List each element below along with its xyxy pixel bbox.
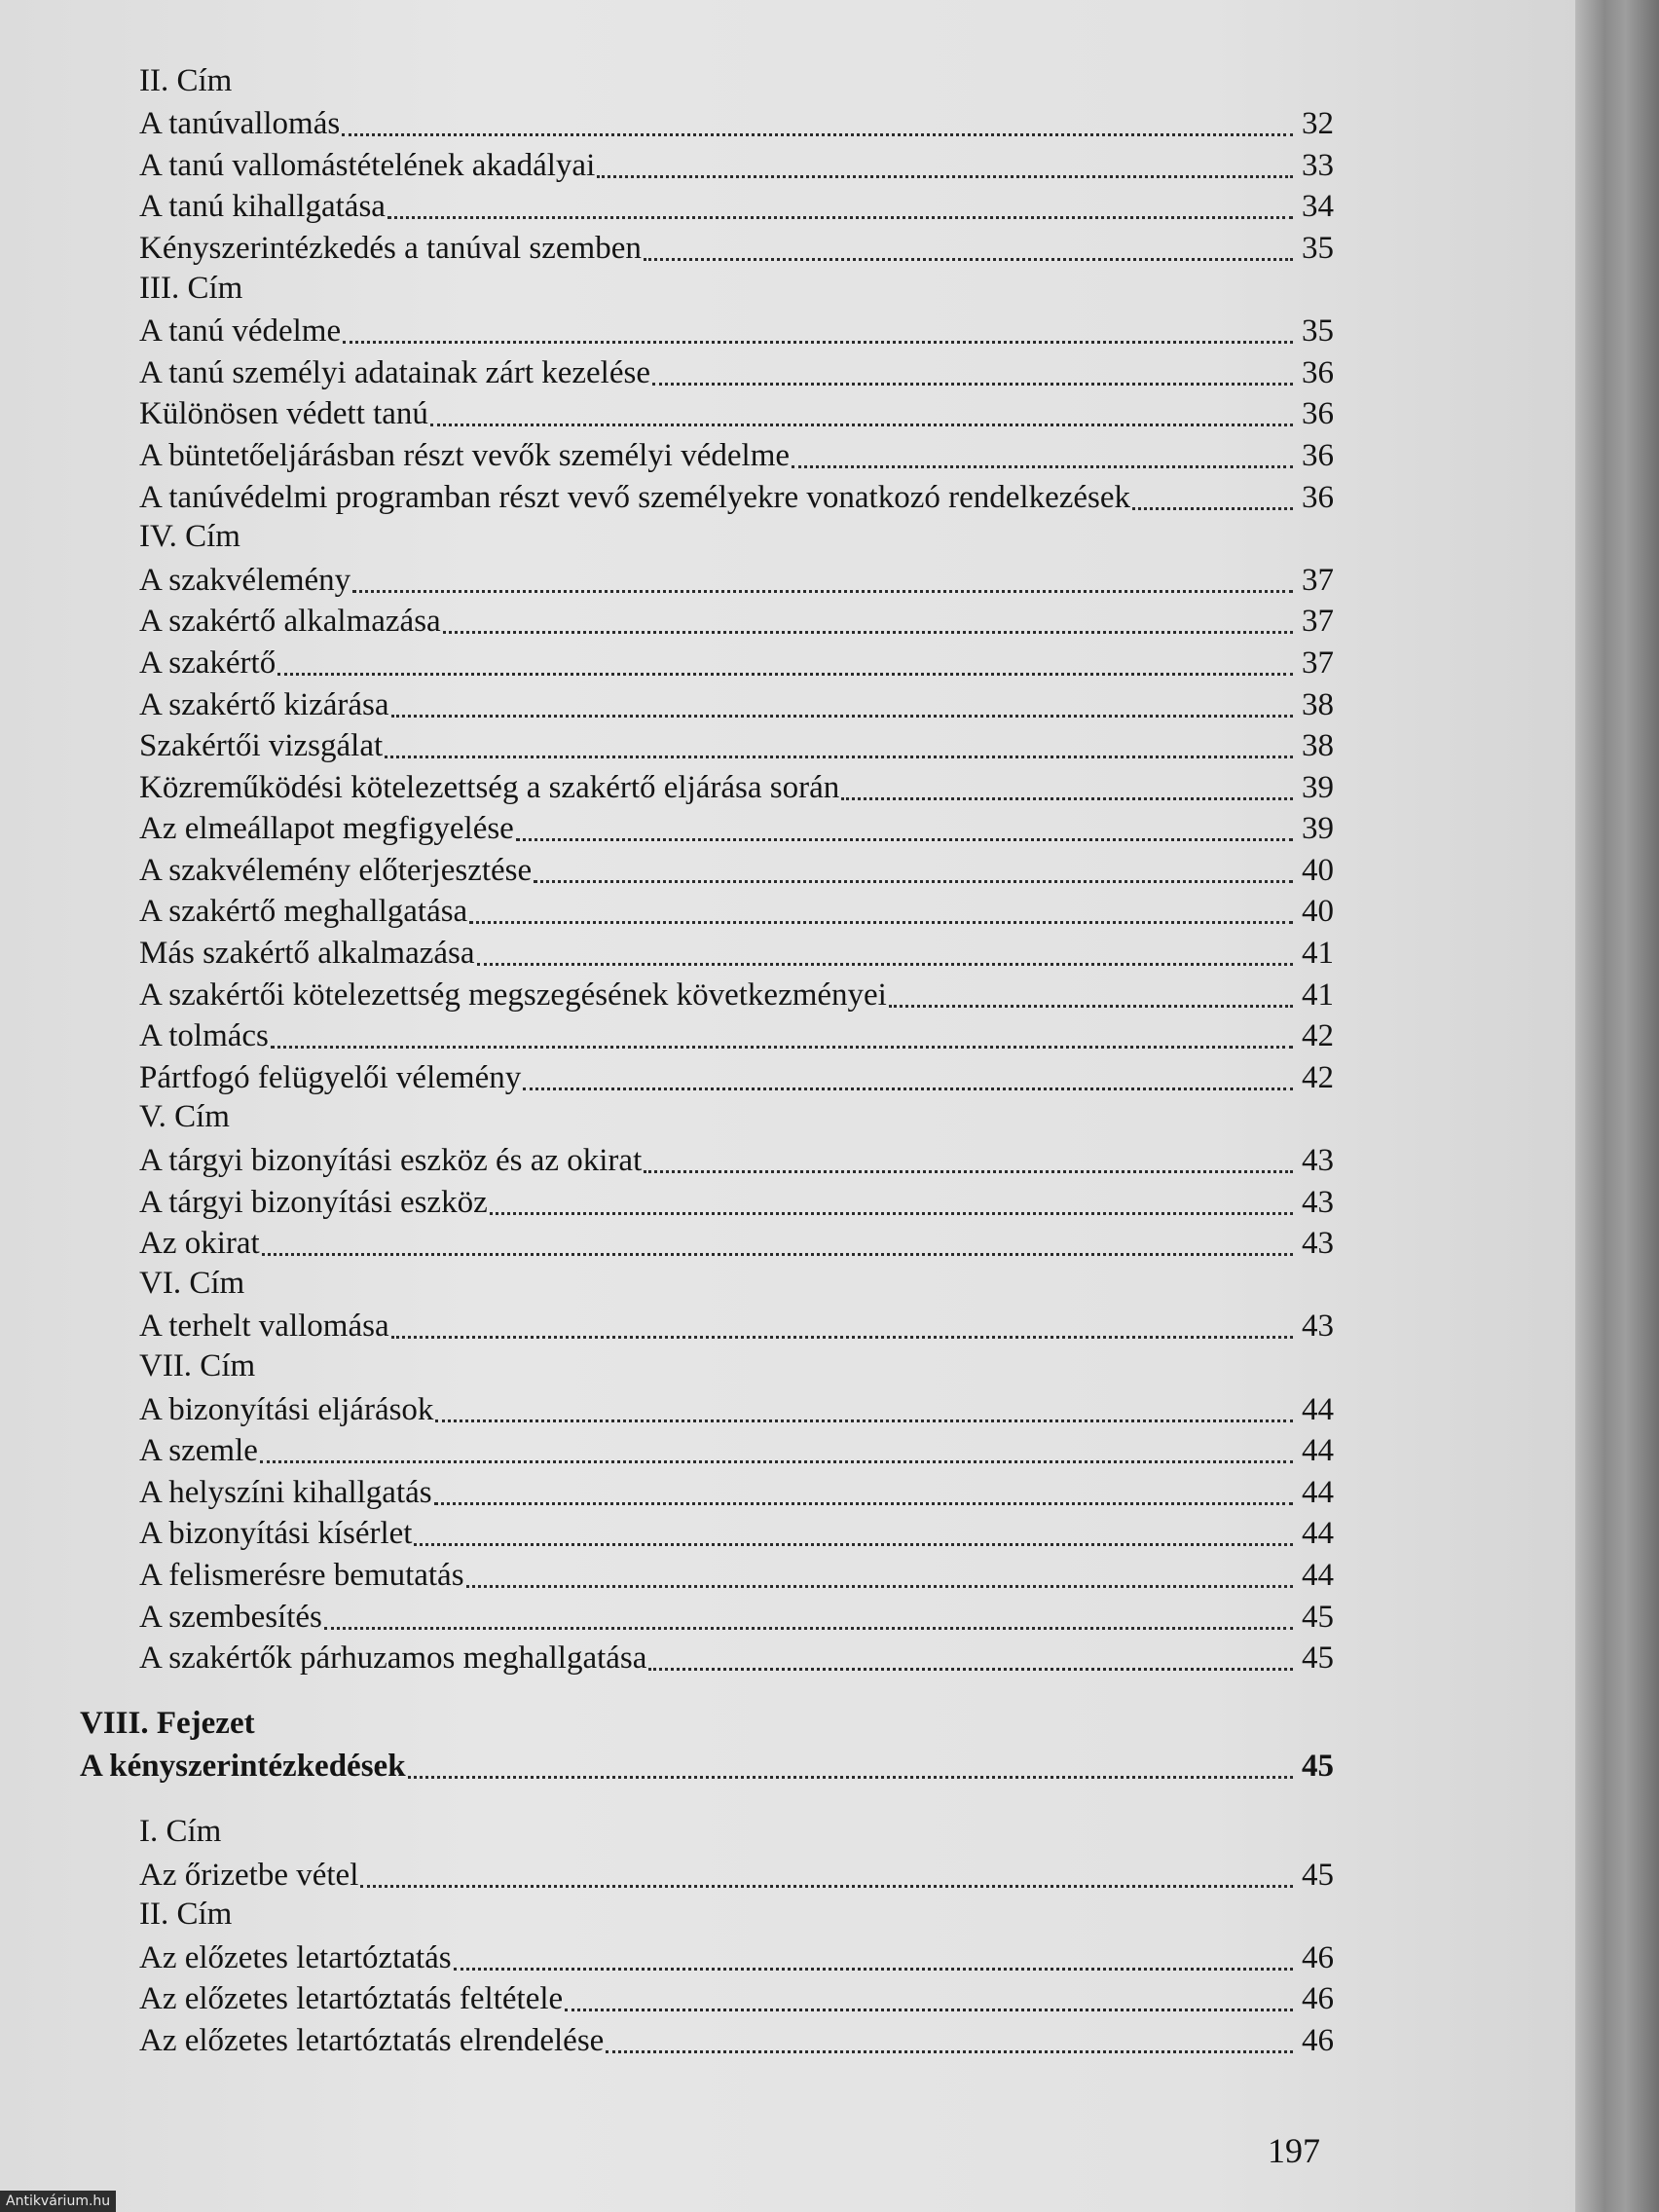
heading-text: II. Cím xyxy=(139,1897,233,1933)
toc-entry xyxy=(0,1595,1334,1637)
entry-title: A kényszerintézkedések xyxy=(80,1749,406,1785)
entry-page-number: 36 xyxy=(1302,479,1334,515)
dot-leader xyxy=(430,424,1293,426)
dot-leader xyxy=(260,1460,1293,1463)
entry-page-number: 35 xyxy=(1302,230,1334,266)
dot-leader xyxy=(391,1336,1293,1339)
dot-leader xyxy=(648,1668,1293,1671)
entry-title: A tanú kihallgatása xyxy=(139,189,386,225)
entry-title: Különösen védett tanú xyxy=(139,396,428,432)
entry-page-number: 43 xyxy=(1302,1309,1334,1345)
toc-entry xyxy=(0,641,1334,682)
toc-entry xyxy=(0,1180,1334,1222)
section-heading xyxy=(0,1895,1334,1936)
dot-leader xyxy=(477,963,1293,966)
toc-entry xyxy=(0,433,1334,475)
heading-text: VII. Cím xyxy=(139,1348,256,1383)
section-heading xyxy=(0,1811,1334,1853)
toc-entry xyxy=(0,350,1334,392)
entry-page-number: 46 xyxy=(1302,1981,1334,2017)
entry-page-number: 45 xyxy=(1302,1599,1334,1635)
toc-entry xyxy=(0,973,1334,1014)
section-heading xyxy=(0,1097,1334,1139)
entry-title: A szakértői kötelezettség megszegésének következményei xyxy=(139,977,887,1013)
chapter-toc-entry xyxy=(0,1745,1334,1787)
entry-title: A szakvélemény xyxy=(139,562,351,598)
entry-page-number: 44 xyxy=(1302,1433,1334,1469)
heading-text: III. Cím xyxy=(139,270,243,306)
dot-leader xyxy=(387,216,1293,219)
dot-leader xyxy=(443,631,1293,634)
entry-title: Más szakértő alkalmazása xyxy=(139,936,475,972)
dot-leader xyxy=(644,258,1293,261)
dot-leader xyxy=(408,1776,1293,1779)
entry-title: Az előzetes letartóztatás xyxy=(139,1939,452,1975)
entry-page-number: 46 xyxy=(1302,1939,1334,1975)
dot-leader xyxy=(360,1885,1293,1888)
toc-entry xyxy=(0,2018,1334,2060)
entry-page-number: 44 xyxy=(1302,1516,1334,1552)
dot-leader xyxy=(262,1253,1293,1256)
entry-title: Szakértői vizsgálat xyxy=(139,728,384,764)
toc-entry xyxy=(0,1387,1334,1429)
entry-title: Közreműködési kötelezettség a szakértő eljárása során xyxy=(139,769,840,805)
dot-leader xyxy=(469,921,1293,924)
dot-leader xyxy=(490,1212,1293,1215)
dot-leader xyxy=(792,465,1293,468)
dot-leader xyxy=(414,1543,1293,1546)
dot-leader xyxy=(652,383,1293,386)
entry-page-number: 36 xyxy=(1302,396,1334,432)
entry-page-number: 32 xyxy=(1302,106,1334,142)
dot-leader xyxy=(644,1170,1293,1173)
toc-entry xyxy=(0,1055,1334,1097)
heading-text: II. Cím xyxy=(139,62,233,98)
watermark: Antikvárium.hu xyxy=(0,2191,116,2212)
dot-leader xyxy=(889,1005,1293,1008)
dot-leader xyxy=(435,1419,1293,1422)
dot-leader xyxy=(324,1627,1293,1630)
entry-title: A terhelt vallomása xyxy=(139,1309,389,1345)
toc-entry xyxy=(0,890,1334,932)
section-spacer xyxy=(0,1677,1334,1703)
entry-title: A szemle xyxy=(139,1433,258,1469)
entry-page-number: 37 xyxy=(1302,645,1334,681)
entry-page-number: 42 xyxy=(1302,1018,1334,1054)
toc-entry xyxy=(0,1637,1334,1678)
entry-title: A tanú védelme xyxy=(139,313,342,350)
entry-title: A szakvélemény előterjesztése xyxy=(139,852,533,888)
toc-entry xyxy=(0,1014,1334,1056)
entry-title: A szakértő alkalmazása xyxy=(139,604,441,640)
entry-page-number: 44 xyxy=(1302,1391,1334,1427)
dot-leader xyxy=(606,2050,1293,2053)
section-heading xyxy=(0,1263,1334,1305)
entry-title: A szakértő meghallgatása xyxy=(139,894,468,930)
table-of-contents xyxy=(0,60,1334,2060)
dot-leader xyxy=(277,673,1293,676)
entry-page-number: 35 xyxy=(1302,313,1334,350)
entry-title: A tanú vallomástételének akadályai xyxy=(139,147,596,183)
heading-text: V. Cím xyxy=(139,1099,230,1135)
toc-entry xyxy=(0,475,1334,517)
entry-title: Az előzetes letartóztatás feltétele xyxy=(139,1981,564,2017)
toc-entry xyxy=(0,310,1334,351)
heading-text: IV. Cím xyxy=(139,519,240,555)
toc-entry xyxy=(0,1553,1334,1595)
dot-leader xyxy=(516,838,1293,841)
entry-page-number: 46 xyxy=(1302,2022,1334,2058)
entry-page-number: 36 xyxy=(1302,354,1334,390)
dot-leader xyxy=(434,1502,1293,1505)
toc-entry xyxy=(0,931,1334,973)
entry-title: A tolmács xyxy=(139,1018,269,1054)
entry-title: A bizonyítási eljárások xyxy=(139,1391,434,1427)
entry-title: A szakértő xyxy=(139,645,276,681)
entry-page-number: 45 xyxy=(1302,1857,1334,1893)
entry-page-number: 38 xyxy=(1302,728,1334,764)
entry-page-number: 40 xyxy=(1302,894,1334,930)
toc-entry xyxy=(0,102,1334,144)
entry-page-number: 39 xyxy=(1302,811,1334,847)
section-heading xyxy=(0,268,1334,310)
entry-page-number: 42 xyxy=(1302,1059,1334,1095)
entry-page-number: 43 xyxy=(1302,1226,1334,1262)
dot-leader xyxy=(597,175,1293,178)
dot-leader xyxy=(841,797,1293,800)
toc-entry xyxy=(0,185,1334,227)
dot-leader xyxy=(454,1968,1293,1971)
toc-entry xyxy=(0,848,1334,890)
section-heading xyxy=(0,517,1334,559)
dot-leader xyxy=(534,880,1293,883)
entry-page-number: 40 xyxy=(1302,852,1334,888)
entry-title: A szakértő kizárása xyxy=(139,686,389,722)
toc-entry xyxy=(0,600,1334,642)
toc-entry xyxy=(0,1429,1334,1471)
entry-page-number: 37 xyxy=(1302,562,1334,598)
dot-leader xyxy=(342,133,1293,136)
toc-entry xyxy=(0,765,1334,807)
entry-title: A felismerésre bemutatás xyxy=(139,1557,464,1593)
toc-entry xyxy=(0,682,1334,724)
chapter-heading xyxy=(0,1703,1334,1745)
dot-leader xyxy=(385,756,1293,758)
toc-entry xyxy=(0,558,1334,600)
entry-title: A tárgyi bizonyítási eszköz xyxy=(139,1184,488,1220)
entry-title: A szakértők párhuzamos meghallgatása xyxy=(139,1641,647,1677)
entry-page-number: 44 xyxy=(1302,1557,1334,1593)
entry-title: Az elmeállapot megfigyelése xyxy=(139,811,514,847)
entry-page-number: 43 xyxy=(1302,1184,1334,1220)
entry-page-number: 38 xyxy=(1302,686,1334,722)
toc-entry xyxy=(0,143,1334,185)
entry-title: Pártfogó felügyelői vélemény xyxy=(139,1059,522,1095)
toc-entry xyxy=(0,1977,1334,2019)
toc-entry xyxy=(0,226,1334,268)
dot-leader xyxy=(352,590,1293,593)
entry-title: Az őrizetbe vétel xyxy=(139,1857,359,1893)
toc-entry xyxy=(0,1470,1334,1512)
entry-title: A bizonyítási kísérlet xyxy=(139,1516,413,1552)
entry-page-number: 41 xyxy=(1302,936,1334,972)
entry-page-number: 44 xyxy=(1302,1474,1334,1510)
heading-text: VIII. Fejezet xyxy=(80,1705,255,1741)
entry-page-number: 43 xyxy=(1302,1143,1334,1179)
toc-entry xyxy=(0,392,1334,434)
toc-entry xyxy=(0,807,1334,849)
entry-title: A büntetőeljárásban részt vevők személyi védelme xyxy=(139,437,791,473)
dot-leader xyxy=(1132,507,1293,510)
entry-page-number: 36 xyxy=(1302,437,1334,473)
book-spine-shadow xyxy=(1575,0,1659,2212)
entry-page-number: 37 xyxy=(1302,604,1334,640)
entry-title: A helyszíni kihallgatás xyxy=(139,1474,432,1510)
heading-text: I. Cím xyxy=(139,1813,222,1849)
entry-title: A szembesítés xyxy=(139,1599,322,1635)
entry-page-number: 41 xyxy=(1302,977,1334,1013)
section-heading xyxy=(0,1346,1334,1387)
dot-leader xyxy=(343,341,1293,344)
entry-title: Kényszerintézkedés a tanúval szemben xyxy=(139,230,642,266)
dot-leader xyxy=(565,2009,1293,2011)
entry-page-number: 34 xyxy=(1302,189,1334,225)
entry-page-number: 45 xyxy=(1302,1749,1334,1785)
entry-title: Az előzetes letartóztatás elrendelése xyxy=(139,2022,605,2058)
entry-page-number: 33 xyxy=(1302,147,1334,183)
dot-leader xyxy=(271,1046,1293,1049)
toc-entry xyxy=(0,1222,1334,1264)
dot-leader xyxy=(466,1585,1293,1588)
toc-entry xyxy=(0,1853,1334,1895)
entry-page-number: 39 xyxy=(1302,769,1334,805)
heading-text: VI. Cím xyxy=(139,1265,245,1301)
entry-title: A tanú személyi adatainak zárt kezelése xyxy=(139,354,650,390)
entry-title: Az okirat xyxy=(139,1226,260,1262)
toc-entry xyxy=(0,1936,1334,1977)
dot-leader xyxy=(523,1088,1293,1090)
entry-title: A tárgyi bizonyítási eszköz és az okirat xyxy=(139,1143,643,1179)
entry-title: A tanúvédelmi programban részt vevő személyekre vonatkozó rendelkezések xyxy=(139,479,1131,515)
dot-leader xyxy=(391,715,1293,718)
toc-entry xyxy=(0,1138,1334,1180)
section-heading xyxy=(0,60,1334,102)
toc-entry xyxy=(0,1512,1334,1554)
entry-page-number: 45 xyxy=(1302,1641,1334,1677)
page-number: 197 xyxy=(1268,2131,1320,2170)
toc-entry xyxy=(0,724,1334,766)
section-spacer xyxy=(0,1786,1334,1811)
entry-title: A tanúvallomás xyxy=(139,106,341,142)
toc-entry xyxy=(0,1305,1334,1346)
